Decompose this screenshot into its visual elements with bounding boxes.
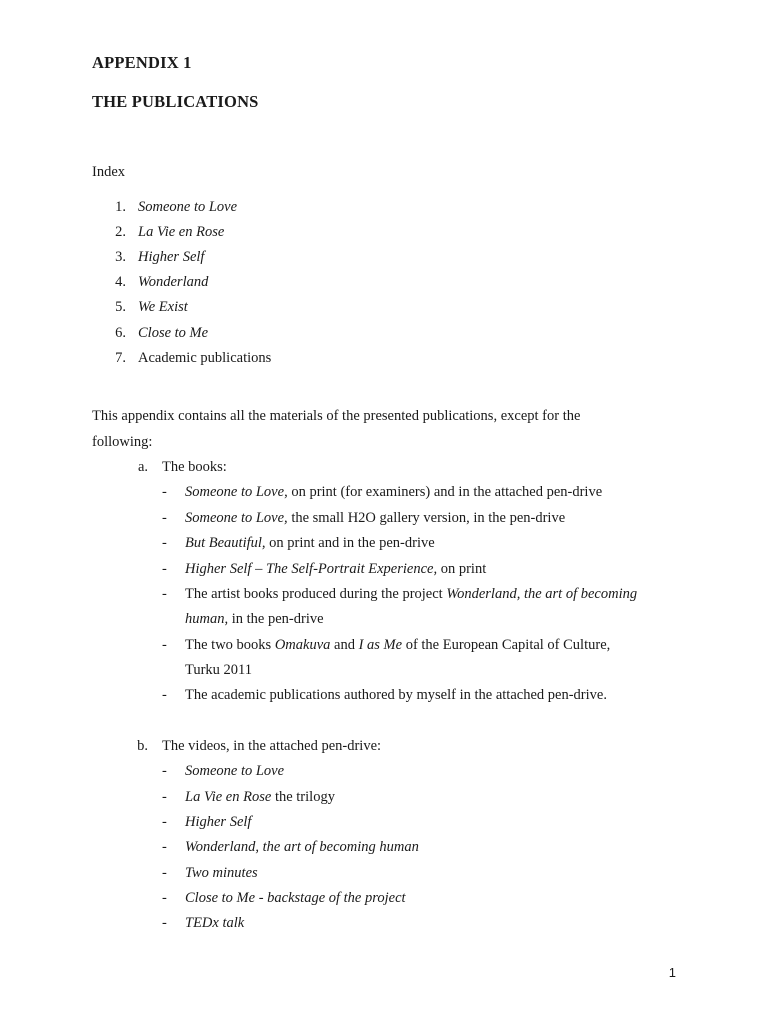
index-label: Index xyxy=(92,164,126,180)
document-page: APPENDIX 1 THE PUBLICATIONS Index 1. Someone to Love 2. La Vie en Rose 3. Higher Self 4. Wonderland 5. We Exist 6. Close to Me 7. Academic publications This appendix contains all the materials of the presented publications, except for the following: a. The books: - Someone to Love, on print (for examiners) and in the attached pen-drive - Someone to Love, the small H2O gallery version, in the pen-drive - But Beautiful, on print and in the pen-drive - Higher Self – The Self-Portrait Experience, on print - The artist books produced during the project Wonderland, the art of becoming human, in the pen-drive - The two books Omakuva and I as Me of the European Capital of Culture, Turku 2011 - The academic publications authored by myself in the attached pen-drive. b. The videos, in the attached pen-drive: - Someone to Love - La Vie en Rose the trilogy - Higher Self - Wonderland, the art of becoming human - Two minutes - Close to Me - backstage of the project - TEDx talk 1 xyxy=(92,53,676,980)
section-heading: THE PUBLICATIONS xyxy=(92,92,259,111)
appendix-heading: APPENDIX 1 xyxy=(92,53,192,72)
intro-paragraph-line: This appendix contains all the materials of the presented publications, except for the xyxy=(92,408,581,424)
section-marker: a. xyxy=(137,459,148,475)
section-title: The books: xyxy=(162,459,227,475)
section-marker: b. xyxy=(137,738,148,754)
section-title: The videos, in the attached pen-drive: xyxy=(162,738,382,754)
intro-paragraph-line: following: xyxy=(92,434,153,450)
page-number: 1 xyxy=(668,965,676,980)
